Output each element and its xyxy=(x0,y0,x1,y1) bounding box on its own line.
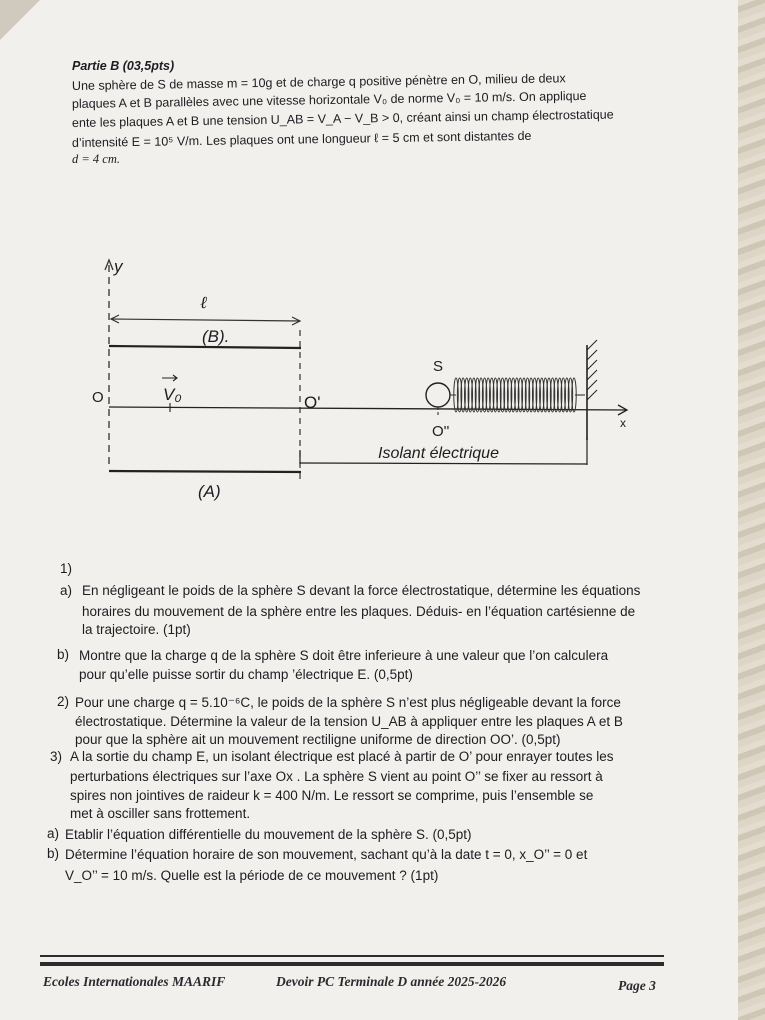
insulator-line xyxy=(300,463,587,464)
q3b-number: b) xyxy=(47,846,60,861)
background-edge xyxy=(738,0,765,1020)
velocity-label: V₀ xyxy=(163,385,182,404)
q1b-line-1: Montre que la charge q de la sphère S doit être inferieure à une valeur que l’on calculera xyxy=(79,648,609,663)
q1a-line-3: la trajectoire. (1pt) xyxy=(82,622,191,637)
x-axis-label: x xyxy=(620,416,626,430)
sphere-label: S xyxy=(433,358,444,375)
plate-b-label: (B). xyxy=(202,327,230,346)
intro-line-1: Une sphère de S de masse m = 10g et de charge q positive pénètre en O, milieu de deux xyxy=(71,71,566,93)
q2-line-1: Pour une charge q = 5.10⁻⁶C, le poids de la sphère S n’est plus négligeable devant la force xyxy=(75,695,621,710)
q2-line-2: électrostatique. Détermine la valeur de la tension U_AB à appliquer entre les plaques A et B xyxy=(75,714,623,729)
q3-line-3: spires non jointives de raideur k = 400 N/m. Le ressort se comprime, puis l’ensemble se xyxy=(70,788,594,803)
q3b-line-2: V_O’’ = 10 m/s. Quelle est la période de ce mouvement ? (1pt) xyxy=(65,868,439,883)
footer-exam: Devoir PC Terminale D année 2025-2026 xyxy=(276,974,507,989)
plate-a xyxy=(109,471,301,472)
q3-number: 3) xyxy=(50,749,63,764)
intro-line-3: ente les plaques A et B une tension U_AB = V_A − V_B > 0, créant ainsi un champ électrostatique xyxy=(71,107,614,130)
q1a-number: a) xyxy=(60,583,73,598)
wall-hatching xyxy=(587,340,597,400)
q1a-line-1: En négligeant le poids de la sphère S devant la force électrostatique, détermine les équations xyxy=(82,583,641,598)
q2-number: 2) xyxy=(57,694,70,709)
footer-school: Ecoles Internationales MAARIF xyxy=(43,974,226,989)
q3-line-4: met à osciller sans frottement. xyxy=(70,806,251,821)
origin-label: O xyxy=(92,389,104,406)
q1-number: 1) xyxy=(60,561,73,576)
footer-rule-bottom xyxy=(40,962,664,966)
q3a-line-1: Etablir l’équation différentielle du mouvement de la sphère S. (0,5pt) xyxy=(65,827,472,842)
footer-rule-top xyxy=(40,955,664,957)
spring-point-label: O'' xyxy=(432,423,450,440)
page-fold-corner xyxy=(0,0,40,40)
y-axis-label: y xyxy=(114,257,123,276)
plate-a-label: (A) xyxy=(198,482,221,501)
length-dimension-line xyxy=(111,319,300,321)
intro-line-4: d’intensité E = 10⁵ V/m. Les plaques ont une longueur ℓ = 5 cm et sont distantes de xyxy=(71,128,532,150)
footer-page-number: Page 3 xyxy=(618,978,656,993)
x-axis xyxy=(109,407,626,410)
q2-line-3: pour que la sphère ait un mouvement rectiligne uniforme de direction OO’. (0,5pt) xyxy=(75,732,561,747)
physics-diagram xyxy=(80,250,640,510)
q3b-line-1: Détermine l’équation horaire de son mouvement, sachant qu’à la date t = 0, x_O’’ = 0 et xyxy=(65,847,588,862)
q1b-number: b) xyxy=(57,647,70,662)
intro-line-2: plaques A et B parallèles avec une vitesse horizontale V₀ de norme V₀ = 10 m/s. On applique xyxy=(71,88,587,111)
velocity-vector-arrow xyxy=(162,375,177,381)
intro-line-5: d = 4 cm. xyxy=(72,152,121,166)
q3-line-1: A la sortie du champ E, un isolant électrique est placé à partir de O’ pour enrayer toutes les xyxy=(70,749,614,764)
q1b-line-2: pour qu’elle puisse sortir du champ ’électrique E. (0,5pt) xyxy=(79,667,413,682)
length-label: ℓ xyxy=(200,293,208,312)
part-title: Partie B (03,5pts) xyxy=(72,59,175,73)
sphere xyxy=(426,383,450,407)
q3a-number: a) xyxy=(47,826,60,841)
insulator-label: Isolant électrique xyxy=(378,445,499,462)
q3-line-2: perturbations électriques sur l’axe Ox . La sphère S vient au point O’’ se fixer au ressort à xyxy=(70,769,603,784)
exit-point-label: O' xyxy=(304,393,321,412)
plate-b xyxy=(109,346,301,348)
q1a-line-2: horaires du mouvement de la sphère entre les plaques. Déduis- en l’équation cartésienne de xyxy=(82,604,636,619)
spring-coils xyxy=(450,378,576,412)
